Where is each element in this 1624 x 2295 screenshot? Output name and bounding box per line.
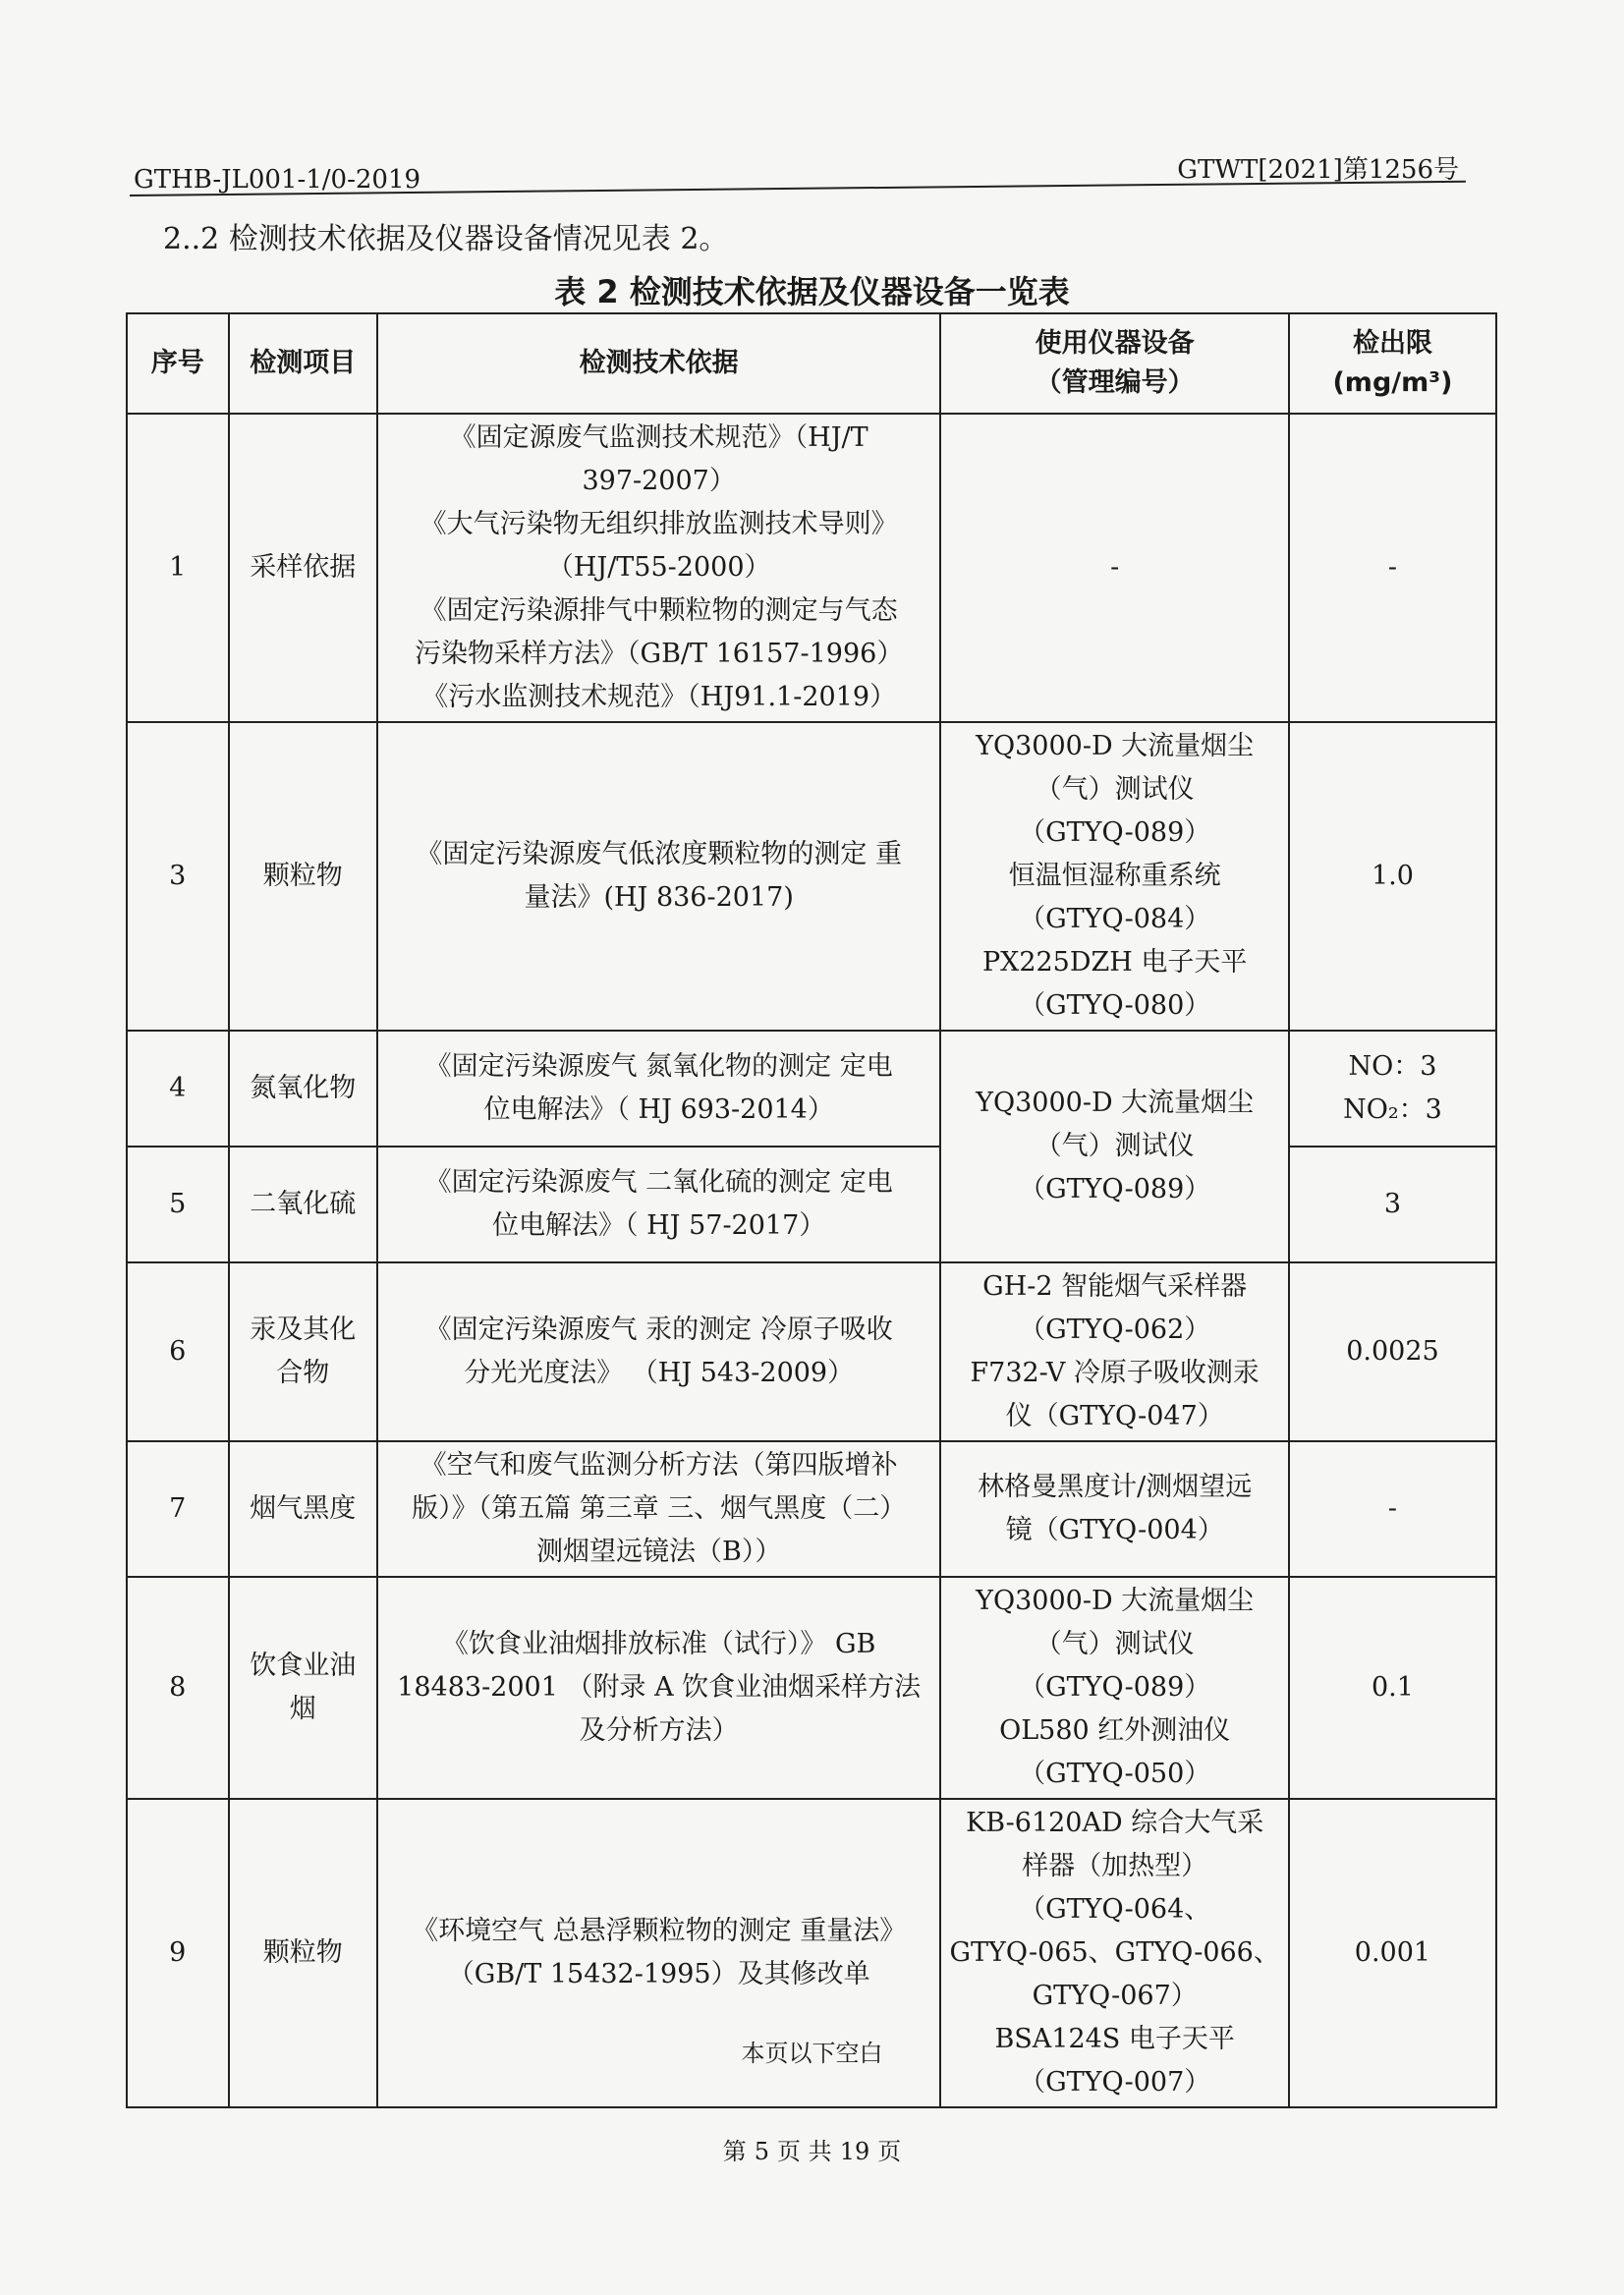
header-no: 序号 (127, 313, 229, 414)
report-number: GTWT[2021]第1256号 (1177, 155, 1459, 185)
table-header-row (127, 313, 1496, 414)
header-basis: 检测技术依据 (377, 313, 941, 414)
technical-basis: 《固定污染源废气 二氧化硫的测定 定电 位电解法》（ HJ 57-2017） (377, 1147, 941, 1262)
page-footer: 第 5 页 共 19 页 (722, 2138, 902, 2165)
technical-basis: 《固定源废气监测技术规范》（HJ/T 397-2007） 《大气污染物无组织排放监测技术导则》 （HJ/T55-2000） 《固定污染源排气中颗粒物的测定与气态 污染物采样方法》（GB/T 16157-1996） 《污水监测技术规范》（HJ91.1-2019） (377, 414, 941, 722)
table-row (127, 722, 1496, 1031)
detection-limit: 0.001 (1289, 1799, 1496, 2107)
test-item: 二氧化硫 (229, 1147, 377, 1262)
technical-basis: 《固定污染源废气低浓度颗粒物的测定 重 量法》(HJ 836-2017) (377, 722, 941, 1031)
document-code: GTHB-JL001-1/0-2019 (134, 165, 421, 195)
equipment: YQ3000-D 大流量烟尘 （气）测试仪 （GTYQ-089） OL580 红外测油仪 （GTYQ-050） (940, 1577, 1288, 1799)
technical-basis: 《空气和废气监测分析方法（第四版增补 版）》（第五篇 第三章 三、烟气黑度（二） 测烟望远镜法（B）） (377, 1441, 941, 1577)
detection-limit: - (1289, 1441, 1496, 1577)
table-row (127, 1262, 1496, 1441)
equipment: - (940, 414, 1288, 722)
header-limit: 检出限 (mg/m³) (1289, 313, 1496, 414)
detection-basis-table (126, 312, 1497, 2108)
detection-limit: 0.0025 (1289, 1262, 1496, 1441)
test-item: 颗粒物 (229, 1799, 377, 2107)
test-item: 烟气黑度 (229, 1441, 377, 1577)
table-row (127, 414, 1496, 722)
test-item: 氮氧化物 (229, 1031, 377, 1147)
row-number: 9 (127, 1799, 229, 2107)
row-number: 4 (127, 1031, 229, 1147)
equipment: YQ3000-D 大流量烟尘 （气）测试仪 （GTYQ-089） (940, 1031, 1288, 1262)
technical-basis: 《固定污染源废气 汞的测定 冷原子吸收 分光光度法》 （HJ 543-2009） (377, 1262, 941, 1441)
table-row (127, 1577, 1496, 1799)
equipment: 林格曼黑度计/测烟望远 镜（GTYQ-004） (940, 1441, 1288, 1577)
detection-limit: - (1289, 414, 1496, 722)
page-current: 5 (754, 2138, 770, 2165)
detection-limit: 1.0 (1289, 722, 1496, 1031)
table-caption: 表 2 检测技术依据及仪器设备一览表 (554, 273, 1070, 310)
row-number: 1 (127, 414, 229, 722)
table-row (127, 1147, 1496, 1262)
test-item: 饮食业油 烟 (229, 1577, 377, 1799)
row-number: 7 (127, 1441, 229, 1577)
technical-basis: 《饮食业油烟排放标准（试行）》 GB 18483-2001 （附录 A 饮食业油烟采样方法 及分析方法） (377, 1577, 941, 1799)
row-number: 5 (127, 1147, 229, 1262)
technical-basis: 《环境空气 总悬浮颗粒物的测定 重量法》 （GB/T 15432-1995）及其修改单 (377, 1799, 941, 2107)
table-row (127, 1031, 1496, 1147)
detection-limit: 3 (1289, 1147, 1496, 1262)
test-item: 汞及其化 合物 (229, 1262, 377, 1441)
header-equipment: 使用仪器设备 （管理编号） (940, 313, 1288, 414)
blank-below-note: 本页以下空白 (741, 2040, 883, 2067)
section-text: 2..2 检测技术依据及仪器设备情况见表 2。 (163, 222, 729, 256)
test-item: 采样依据 (229, 414, 377, 722)
equipment: KB-6120AD 综合大气采 样器（加热型） （GTYQ-064、 GTYQ-065、GTYQ-066、 GTYQ-067） BSA124S 电子天平 （GTYQ-007） (940, 1799, 1288, 2107)
detection-limit: NO：3 NO₂：3 (1289, 1031, 1496, 1147)
equipment: YQ3000-D 大流量烟尘 （气）测试仪 （GTYQ-089） 恒温恒湿称重系统 （GTYQ-084） PX225DZH 电子天平 （GTYQ-080） (940, 722, 1288, 1031)
row-number: 8 (127, 1577, 229, 1799)
test-item: 颗粒物 (229, 722, 377, 1031)
row-number: 6 (127, 1262, 229, 1441)
technical-basis: 《固定污染源废气 氮氧化物的测定 定电 位电解法》（ HJ 693-2014） (377, 1031, 941, 1147)
detection-limit: 0.1 (1289, 1577, 1496, 1799)
page-total: 19 (839, 2138, 870, 2165)
header-item: 检测项目 (229, 313, 377, 414)
row-number: 3 (127, 722, 229, 1031)
table-row (127, 1441, 1496, 1577)
equipment: GH-2 智能烟气采样器 （GTYQ-062） F732-V 冷原子吸收测汞 仪（GTYQ-047） (940, 1262, 1288, 1441)
